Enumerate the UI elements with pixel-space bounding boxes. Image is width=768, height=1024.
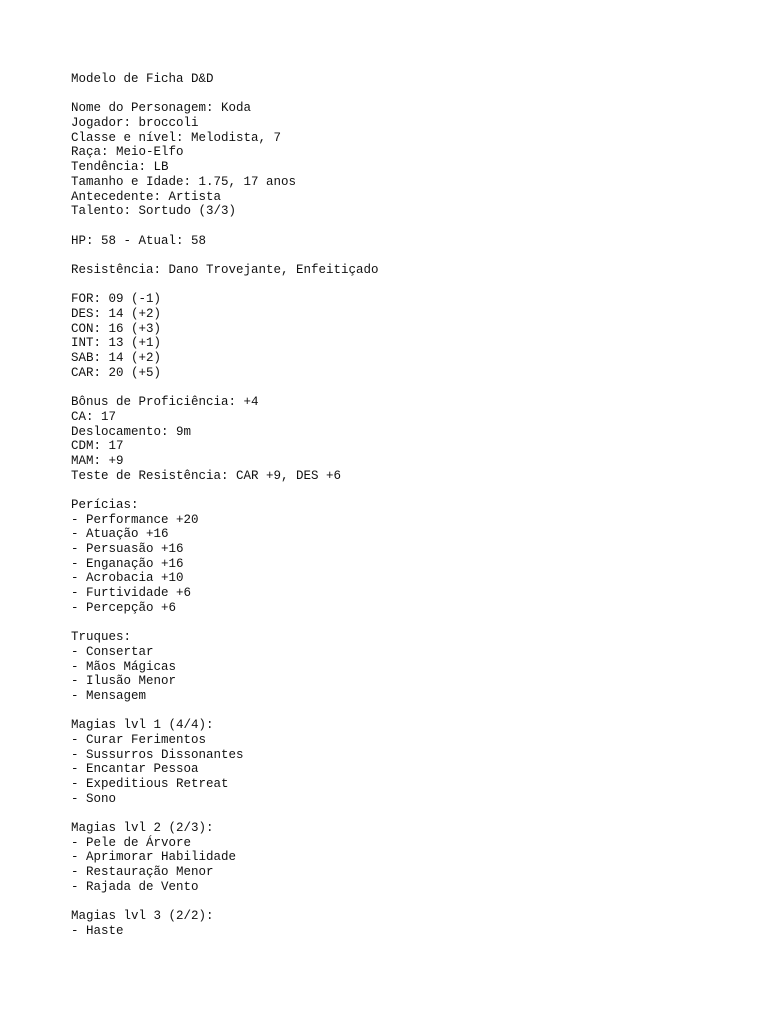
resistance: Resistência: Dano Trovejante, Enfeitiçado <box>71 262 379 277</box>
cantrip-item: - Mãos Mágicas <box>71 659 177 674</box>
spacer <box>71 219 751 234</box>
spell-item: - Restauração Menor <box>71 865 214 880</box>
proficiency-bonus: Bônus de Proficiência: +4 <box>71 395 259 410</box>
skill-item: - Acrobacia +10 <box>71 571 184 586</box>
spell-item: - Curar Ferimentos <box>71 732 207 747</box>
skill-item: - Enganação +16 <box>71 556 184 571</box>
skill-item: - Atuação +16 <box>71 527 169 542</box>
spacer <box>71 380 751 395</box>
character-sheet <box>71 72 751 939</box>
sheet-title: Modelo de Ficha D&D <box>71 72 214 86</box>
spacer <box>71 704 751 719</box>
alignment: Tendência: LB <box>71 160 169 175</box>
spell-save-dc: CDM: 17 <box>71 439 124 454</box>
cantrip-item: - Ilusão Menor <box>71 674 177 689</box>
spell-item: - Expeditious Retreat <box>71 777 229 791</box>
spell-item: - Encantar Pessoa <box>71 762 199 777</box>
spell-item: - Haste <box>71 923 124 938</box>
spell-item: - Sono <box>71 791 117 806</box>
speed: Deslocamento: 9m <box>71 424 192 439</box>
skill-item: - Furtividade +6 <box>71 586 192 601</box>
spell-item: - Sussurros Dissonantes <box>71 747 244 762</box>
spell-item: - Rajada de Vento <box>71 879 199 894</box>
spacer <box>71 278 751 293</box>
cantrips-header: Truques: <box>71 630 132 645</box>
attribute-wis: SAB: 14 (+2) <box>71 351 162 366</box>
spacer <box>71 615 751 630</box>
skill-item: - Persuasão +16 <box>71 542 184 556</box>
cantrip-item: - Consertar <box>71 644 154 659</box>
armor-class: CA: 17 <box>71 409 117 424</box>
skill-item: - Performance +20 <box>71 512 199 527</box>
spell-item: - Aprimorar Habilidade <box>71 850 237 865</box>
spell-attack-mod: MAM: +9 <box>71 453 124 468</box>
spell-item: - Pele de Árvore <box>71 835 192 850</box>
size-age: Tamanho e Idade: 1.75, 17 anos <box>71 174 297 189</box>
background: Antecedente: Artista <box>71 189 222 204</box>
attribute-int: INT: 13 (+1) <box>71 336 162 351</box>
skill-item: - Percepção +6 <box>71 600 177 615</box>
spacer <box>71 483 751 498</box>
spells-lvl2-header: Magias lvl 2 (2/3): <box>71 821 214 836</box>
attribute-str: FOR: 09 (-1) <box>71 292 162 307</box>
class-level: Classe e nível: Melodista, 7 <box>71 130 282 145</box>
attribute-cha: CAR: 20 (+5) <box>71 365 162 380</box>
spacer <box>71 87 751 102</box>
saving-throws: Teste de Resistência: CAR +9, DES +6 <box>71 468 342 483</box>
attribute-dex: DES: 14 (+2) <box>71 307 162 321</box>
character-name: Nome do Personagem: Koda <box>71 101 252 116</box>
player-name: Jogador: broccoli <box>71 116 199 131</box>
race: Raça: Meio-Elfo <box>71 145 184 160</box>
attribute-con: CON: 16 (+3) <box>71 321 162 336</box>
cantrip-item: - Mensagem <box>71 688 147 703</box>
spacer <box>71 895 751 910</box>
hit-points: HP: 58 - Atual: 58 <box>71 233 207 248</box>
spells-lvl3-header: Magias lvl 3 (2/2): <box>71 909 214 924</box>
skills-header: Perícias: <box>71 497 139 512</box>
spacer <box>71 806 751 821</box>
spacer <box>71 248 751 263</box>
spells-lvl1-header: Magias lvl 1 (4/4): <box>71 718 214 733</box>
feat: Talento: Sortudo (3/3) <box>71 204 237 219</box>
